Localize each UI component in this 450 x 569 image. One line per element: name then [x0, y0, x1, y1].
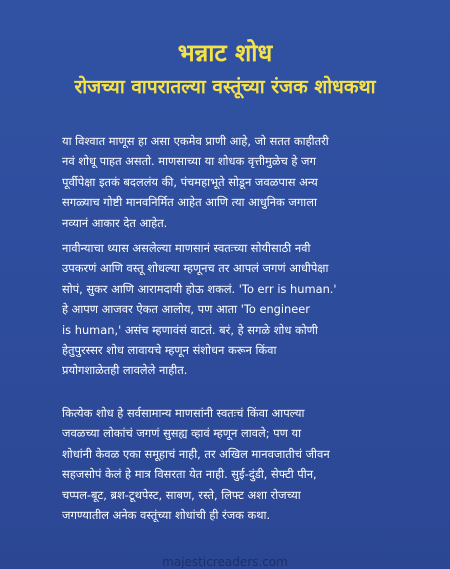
blurb-line: is human,' असंच म्हणावंसं वाटतं. बरं, हे सगळे शोध कोणी: [62, 322, 318, 337]
blurb-line: सगळ्याच गोष्टी मानवनिर्मित आहेत आणि त्या आधुनिक जगाला: [62, 195, 317, 210]
blurb-line: शोधांनी केवळ एका समूहाचं नाही, तर अखिल मानवजातीचं जीवन: [62, 446, 330, 461]
blurb-line: या विश्वात माणूस हा असा एकमेव प्राणी आहे, जो सतत काहीतरी: [62, 134, 329, 148]
blurb-line: सहजसोपं केलं हे मात्र विसरता येत नाही. सुई-दुंडी, सेफ्टी पीन,: [62, 467, 317, 482]
blurb-line: हे आपण आजवर ऐकत आलोय, पण आता 'To engineer: [62, 302, 310, 317]
blurb-paragraph-3: [62, 403, 380, 525]
blurb-paragraph-2: [62, 238, 380, 381]
blurb-line: नव्यानं आकार देत आहेत.: [62, 215, 168, 230]
blurb-line: नावीन्याचा ध्यास असलेल्या माणसानं स्वतःच्या सोयीसाठी नवी: [62, 241, 311, 255]
blurb-line: कित्येक शोध हे सर्वसामान्य माणसांनी स्वतःचं किंवा आपल्या: [62, 406, 305, 420]
blurb-paragraph-1: [62, 131, 380, 233]
blurb-line: चप्पल-बूट, ब्रश-टूथपेस्ट, साबण, रस्ते, लिफ्ट अशा रोजच्या: [62, 487, 301, 502]
blurb-line: नवं शोधू पाहत असतो. माणसाच्या या शोधक वृत्तीमुळेच हे जग: [62, 154, 316, 169]
blurb-line: प्रयोगशाळेतही लावलेले नाहीत.: [62, 363, 188, 378]
blurb-line: उपकरणं आणि वस्तू शोधल्या म्हणूनच तर आपलं जगणं आधीपेक्षा: [62, 261, 329, 276]
book-subtitle: रोजच्या वापरातल्या वस्तूंच्या रंजक शोधकथा: [74, 76, 376, 98]
watermark-text: majesticreaders.com: [162, 555, 288, 569]
blurb-line: पूर्वीपेक्षा इतकं बदललंय की, पंचमहाभूते सोडून जवळपास अन्य: [62, 174, 318, 189]
blurb-line: हेतुपुरस्सर शोध लावायचे म्हणून संशोधन करून किंवा: [62, 343, 277, 358]
blurb-line: सोपं, सुकर आणि आरामदायी होऊ शकलं. 'To err is human.': [62, 281, 337, 296]
blurb-line: जगण्यातील अनेक वस्तूंच्या शोधांची ही रंजक कथा.: [62, 508, 271, 523]
blurb-line: जवळच्या लोकांचं जगणं सुसह्य व्हावं म्हणून लावले; पण या: [62, 426, 302, 441]
book-title: भन्नाट शोध: [177, 39, 273, 67]
